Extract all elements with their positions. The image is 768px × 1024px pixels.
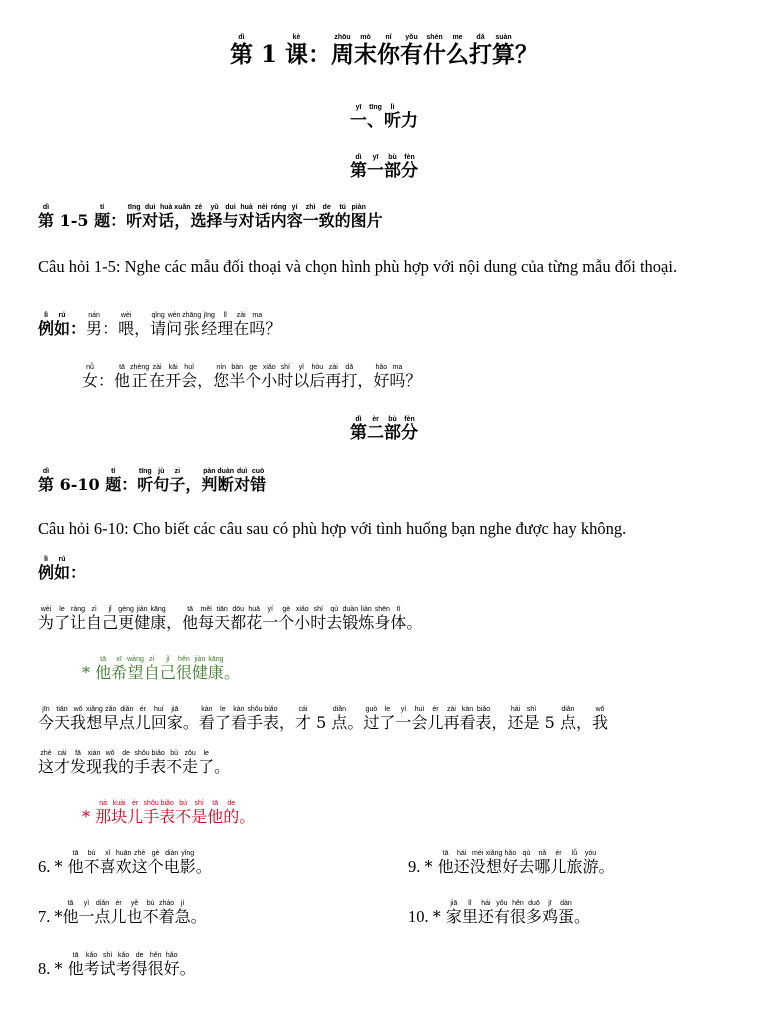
list-item-6-number: 6.	[38, 857, 55, 876]
list-item-7-text: *他tā一yì点diǎn儿ér也yě不bù着zháo急jí。	[54, 900, 207, 926]
question-6-10-prefix: 第dì 6-10 题tí：	[38, 468, 138, 494]
list-item-9-number: 9.	[408, 857, 425, 876]
example-2-sentence-2a-text: 今jīn天tiān我wǒ想xiǎng早zǎo点diǎn儿ér回huí家jiā。看kàn了le看kàn手shǒu表biǎo，才cái 5 点diǎn。过guò了le一yí会huì儿ér再zài看kàn表biǎo，还hái是shì 5 点diǎn，我wǒ	[38, 706, 608, 732]
example-2-label	[38, 556, 86, 583]
example-2-sentence-2b-text: 这zhè才cái发fā现xiàn我wǒ的de手shǒu表biǎo不bù走zǒu了le。	[38, 750, 231, 776]
example-2-answer-1-text: * 他tā希xī望wàng自zì己jǐ很hěn健jiàn康kāng。	[82, 656, 240, 682]
list-item-9-text: * 他tā还hái没méi想xiǎng好hǎo去qù哪nǎ儿ér旅lǚ游yóu。	[424, 850, 615, 876]
part-two-heading	[0, 416, 768, 443]
part-one-heading	[0, 154, 768, 181]
example-2-answer-2	[82, 800, 255, 827]
list-item-8-text: * 他tā考kǎo试shì考kǎo得de很hěn好hǎo。	[54, 952, 196, 978]
question-6-10-translation: Câu hỏi 6-10: Cho biết các câu sau có phù hợp với tình huống bạn nghe được hay không.	[38, 519, 627, 538]
part-two-text: 第dì二èr部bù分fèn	[350, 416, 418, 443]
example-2-sentence-1-text: 为wèi了le让ràng自zì己jǐ更gèng健jiàn康kāng，他tā每měi天tiān都dōu花huā一yí个gè小xiǎo时shí去qù锻duàn炼liàn身shēn体tǐ。	[38, 606, 423, 632]
question-1-5-heading	[38, 204, 383, 231]
list-item-10	[408, 900, 590, 927]
example-1-line-1	[38, 312, 281, 339]
list-item-6-text: * 他tā不bù喜xǐ欢huān这zhè个gè电diàn影yǐng。	[54, 850, 212, 876]
part-one-text: 第dì一yī部bù分fèn	[350, 154, 418, 181]
example-1-line-1-text: 男nán：喂wèi，请qǐng问wèn张zhāng经jīng理lǐ在zài吗ma？	[86, 312, 282, 338]
list-item-7-number: 7.	[38, 907, 55, 926]
example-1-line-2-text: 女nǚ：他tā正zhèng在zài开kāi会huì，您nín半bàn个ge小xiǎo时shí以yǐ后hòu再zài打dǎ，好hǎo吗ma？	[82, 364, 422, 390]
example-2-answer-2-text: * 那nà块kuài儿ér手shǒu表biǎo不bù是shì他tā的de。	[82, 800, 256, 826]
list-item-8	[38, 952, 196, 979]
example-1-label: 例lì如rú：	[38, 312, 87, 338]
section-heading-text: 一yī、tīng听lì力	[350, 104, 418, 131]
question-6-10-heading	[38, 468, 266, 495]
question-1-5-prefix: 第dì 1-5 题tí：	[38, 204, 127, 230]
list-item-9	[408, 850, 614, 877]
example-2-sentence-1	[38, 606, 422, 633]
example-2-answer-1	[82, 656, 240, 683]
list-item-10-text: * 家jiā里lǐ还hái有yǒu很hěn多duō鸡jī蛋dàn。	[432, 900, 590, 926]
question-6-10-text: 听tīng句jù子zi，判pàn断duàn对duì错cuò	[137, 468, 267, 494]
question-1-5-text: 听tīng对duì话huà，xuǎn选zé择yǔ与duì对huà话nèi内róng容yí一zhì致de的tú图piàn片	[126, 204, 383, 230]
list-item-10-number: 10.	[408, 907, 433, 926]
list-item-7	[38, 900, 207, 927]
question-1-5-translation: Câu hỏi 1-5: Nghe các mẫu đối thoại và chọn hình phù hợp với nội dung của từng mẫu đối thoại.	[38, 257, 678, 276]
lesson-title	[0, 34, 768, 69]
example-1-line-2	[82, 364, 421, 391]
section-heading-listening	[0, 104, 768, 131]
example-2-sentence-2b	[38, 750, 230, 777]
list-item-8-number: 8.	[38, 959, 55, 978]
example-2-label-text: 例lì如rú：	[38, 556, 87, 582]
example-2-sentence-2a	[38, 706, 608, 733]
lesson-title-label: 第dì 1 课kè：	[229, 34, 332, 68]
list-item-6	[38, 850, 212, 877]
lesson-title-text: 周zhōu末mò你nǐ有yǒu什shén么me打dǎ算suàn？	[331, 34, 539, 68]
